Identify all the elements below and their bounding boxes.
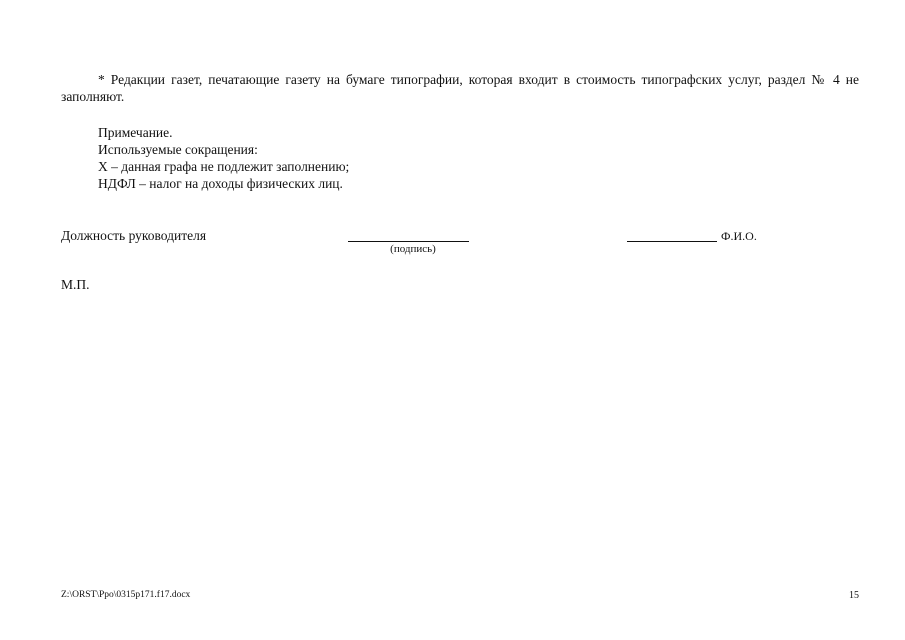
note-item-ndfl: НДФЛ – налог на доходы физических лиц. [98, 176, 343, 191]
signature-caption: (подпись) [390, 243, 436, 255]
signature-row [0, 228, 905, 262]
note-item-x: X – данная графа не подлежит заполнению; [98, 159, 350, 174]
footnote-paragraph [61, 71, 859, 105]
stamp-label: М.П. [61, 277, 90, 292]
fio-label: Ф.И.О. [721, 229, 757, 243]
note-subheading: Используемые сокращения: [98, 142, 258, 157]
note-heading: Примечание. [98, 125, 173, 140]
signature-line [348, 241, 469, 242]
fio-line [627, 241, 717, 242]
footer-page-number: 15 [849, 590, 859, 601]
note-block [98, 124, 349, 192]
footnote-text: * Редакции газет, печатающие газету на бумаге типографии, которая входит в стоимость типографских услуг, раздел № 4 не заполняют. [61, 72, 859, 104]
position-label: Должность руководителя [61, 228, 207, 243]
footer-file-path: Z:\ORST\Ppo\0315p171.f17.docx [61, 590, 191, 600]
